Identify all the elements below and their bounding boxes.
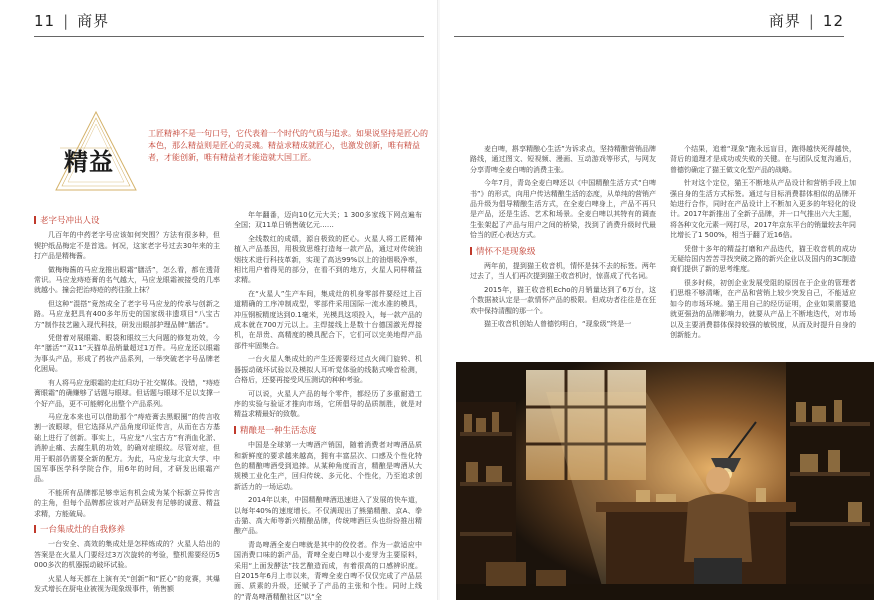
body-paragraph: 几百年的中药老字号应该如何突围？方法有很多种，但锲护纸品梅定不是首选。何况，这家老字号过去30年来的主打产品是精梅酱。 [34, 231, 220, 261]
right-column-2 [670, 144, 856, 359]
section-heading [470, 247, 656, 257]
body-paragraph: 可以说，火星人产品的每个零件，都经历了多重耐造工序的实验与验证才推向市场，它所倡导的品质制胜，就是对精益求精最好的致敬。 [234, 389, 422, 419]
header-rule [34, 36, 424, 37]
heading-bar-icon [34, 216, 36, 224]
section-heading [34, 216, 220, 226]
article-intro: 工匠精神不是一句口号，它代表着一个时代的气质与追求。如果说坚持是匠心的本色，那么精益则是匠心的灵魂。精益求精成就匠心，也激发创新，唯有精益者，才能创新，唯有精益者才能造就大国工匠。 [148, 129, 428, 162]
header-separator: | [808, 12, 815, 30]
section-name: 商界 [77, 12, 110, 30]
body-paragraph: 但这种“混搭”竟然成全了老字号马应龙的传承与创新之路。马应龙把具有400多年历史的国家级非遗项目“八宝古方”制作技艺融入现代科技，研发出眼部护理品牌“膳活”。 [34, 299, 220, 329]
body-paragraph: 凭借十多年的精益打磨和产品迭代，猫王收音机的成功无疑给国内苦苦寻找突破之路的新兴企业以及国内的3C制造商们提供了新的思考维度。 [670, 244, 856, 274]
header-rule [454, 36, 844, 37]
right-page-header [769, 10, 844, 31]
page-number: 12 [822, 12, 844, 30]
section-heading-text: 老字号冲出人设 [40, 216, 100, 226]
body-paragraph: 针对这个定位，猫王不断地从产品设计和营销手段上加强自身的生活方式标签。通过与目标消费群体相似的品牌开始进行合作，同时在产品设计上不断加入更多的年轻化的设计。2017年新推出了全新子品牌，并一口气推出六大主题，将各种文化元素一网打尽，2017年京东平台的销量较去年同比增长了1 500%，相当于翻了近16倍。 [670, 179, 856, 240]
left-page-header [34, 10, 109, 31]
page-number: 11 [34, 12, 56, 30]
body-paragraph: 有人将马应龙眼霜的走红归功于社交媒体。没错，“痔疮膏眼霜”的确赚够了话题与眼球。但话题与眼球不足以支撑一个好产品，更不可能孵化出整个产品系列。 [34, 378, 220, 408]
left-column-1 [34, 210, 220, 600]
section-heading [34, 525, 220, 535]
heading-bar-icon [470, 247, 472, 255]
header-separator: | [63, 12, 70, 30]
heading-bar-icon [234, 426, 236, 434]
body-paragraph: 年年翻番，迈向10亿元大关；1 300多家线下网点遍布全国；双11单日销售破亿元…… [234, 211, 422, 230]
section-heading-text: 精酿是一种生活态度 [240, 425, 317, 436]
body-paragraph: 做梅梅酱的马应龙推出眼霜“膳活”，怎么看，都在透背常识。马应龙痔疮膏的名气越大，马应龙眼霜被接受的几率就越小。撞会把治痔疮的药往脸上抹？ [34, 265, 220, 295]
body-paragraph: 麦白啤，斟享精酿心生活”为诉求点，坚持精酿营销品牌路线，通过图文、短视频、漫画、互动游戏等形式，与网友分享青啤全麦白啤的消费主张。 [470, 145, 656, 174]
body-paragraph: 2015年，猫王收音机Echo的月销量达到了6万台，这个数据被认定是一款情怀产品的极限。但成功者往往是在狂欢中保持清醒的那一个。 [470, 285, 656, 315]
right-column-1 [470, 144, 656, 359]
body-paragraph: 很多时候，初创企业发展受阻的原因在于企业的管理者们思维不够清晰，在产品和营销上较少突发自己，不能适应如今的市场环境。猫王用自己的经历证明，企业如果需要追就更强劲的品牌影响力，就要从产品上不断地迭代，对市场以及主要消费群体保持较强的敏锐度，从而及时提升自身的创新能力。 [670, 278, 856, 339]
body-paragraph: 一台火星人集成灶的产生还需要经过点火阀门旋转、机器振动破坏试验以及模拟人耳听觉体验的线黏式噪音检测，合格后，还要再接受风压测试的种种考验。 [234, 355, 422, 385]
title-block [52, 108, 140, 194]
body-paragraph: 个结果，追着“现象”跑永远盲目，跑得越快死得越快，背后的道理才是成功或失败的关键。在与团队反复沟通后，曾德钧确定了猫王做文化型产品的战略。 [670, 145, 856, 174]
body-paragraph: 马应龙本来也可以借助那个“痔疮膏去黑眼圈”的传言收割一波眼球，但它选择从产品角度印证传言，从而在古方基础上进行了创新。事实上，马应龙“八宝古方”有消血化淤、消肿止痛、去腐生肌的功效，的确对症眼纹。尽管对症，但用于眼部仍需要全新的配方。为此，马应龙与北京大学、中国军事医学科学院合作，用6年的时间，才研发出眼霜产品。 [34, 412, 220, 484]
body-paragraph: 猫王收音机创始人曾德钧明白，“现象级”终是一 [484, 320, 632, 329]
section-heading [234, 426, 422, 436]
body-paragraph: 火星人每天都在上演有关“创新”和“匠心”的竞赛，其爆发式增长在厨电业被视为现象级事件，销售额 [34, 574, 220, 593]
article-title: 精益 [64, 148, 114, 176]
body-paragraph: 今年7月，青岛全麦白啤还以《中国精酿生活方式“白啤书”》的形式，向用户传达精酿生活的态度，从单纯的营销产品升级为倡导精酿生活方式，在全麦白啤身上，产品不再只是产品，还是生活、艺术和场景。全麦白啤以其特有的调查生张架起了产品与用户之间的桥梁，找到了消费升级时代最恰当的匠心表达方式。 [470, 179, 656, 240]
body-paragraph: 一台安全、高效的集成灶是怎样炼成的？火星人给出的答案是在火星人门要经过3万次旋转的考验，整机需要经历5 000多次的机器振动破坏试验。 [34, 540, 220, 570]
craftsman-workshop-photo [456, 362, 874, 600]
craftsman-workshop-image [456, 362, 874, 600]
section-heading-text: 一台集成灶的自我修养 [40, 524, 126, 535]
body-paragraph: 两年前，提到猫王收音机，情怀是抹不去的标签。两年过去了，当人们再次提到猫王收音机时，惊喜成了代名词。 [470, 262, 656, 281]
body-paragraph: 全线数红的成绩，源自极致的匠心。火星人将工匠精神植入产品基因，用极致思维打造每一款产品，通过对传统油烟技术进行科技革新，实现了高达99%以上的油烟吸净率，相比用户着得见的部分，在看不到的地方，火星人同样精益求精。 [234, 234, 422, 285]
body-paragraph: 在“火星人”生产车间，集成灶的机身零部件要经过上百道精确的工序冲制成型，零部件采用国际一流水准的模具，冲压钢板精度达到0.1毫米，光模具这项投入，每一款产品的成本就在700万元以上。主焊接线上是数十台德国激光焊接机，在昂贵、高精度的模具配合下，它们可以完美地焊产品部件牢固集合。 [234, 289, 422, 350]
body-paragraph: 青岛啤酒全麦白啤就是其中的佼佼者。作为一款适应中国消费口味的新产品，青啤全麦白啤以小麦芽为主要原料，采用“上面发酵法”技艺酿造而成，有着很高的口感辨识度。自2015年6月上市以来，青啤全麦白啤不仅仅完成了产品层面、质素的升级，还赋予了产品的主张和个性。同时上线的“青岛啤酒精酿社区”以“全 [234, 540, 422, 600]
right-page [440, 0, 878, 600]
body-paragraph: 不能所有品牌都足够幸运有机会成为某个标新立异传言的主角，但每个品牌都应该对产品研发有足够的诚意、精益求精，方能破局。 [34, 488, 220, 518]
left-column-2 [234, 210, 422, 600]
body-paragraph: 凭借着对展眼霜、眼袋和眼纹三大问题的修复功效，今年“膳活““双11”天猫单品销量超过1万件。马应龙还以眼霜为事头产品，形成了药妆产品系列，一举突破老字号品牌老化困局。 [34, 334, 220, 374]
body-paragraph: 2014年以来，中国精酿啤酒迅速进入了发展的快车道，以每年40%的速度增长。不仅满现出了熊猫精酿、京A、拳击猫、高大师等新兴精酿品牌，传统啤酒巨头也纷纷推出精酿产品。 [234, 496, 422, 536]
heading-bar-icon [34, 525, 36, 533]
left-page [0, 0, 438, 600]
section-heading-text: 情怀不是现象级 [476, 246, 536, 257]
section-name: 商界 [768, 12, 801, 30]
body-paragraph: 中国是全球第一大啤酒产销国，随着消费者对啤酒品质和新鲜度的要求越来越高，拥有丰富层次、口感及个性化特色的精酿啤酒受到追捧。从某种角度而言，精酿是啤酒从大规模工业化生产，回归传统、多元化、个性化，乃至追求创新活力的一场运动。 [234, 441, 422, 491]
